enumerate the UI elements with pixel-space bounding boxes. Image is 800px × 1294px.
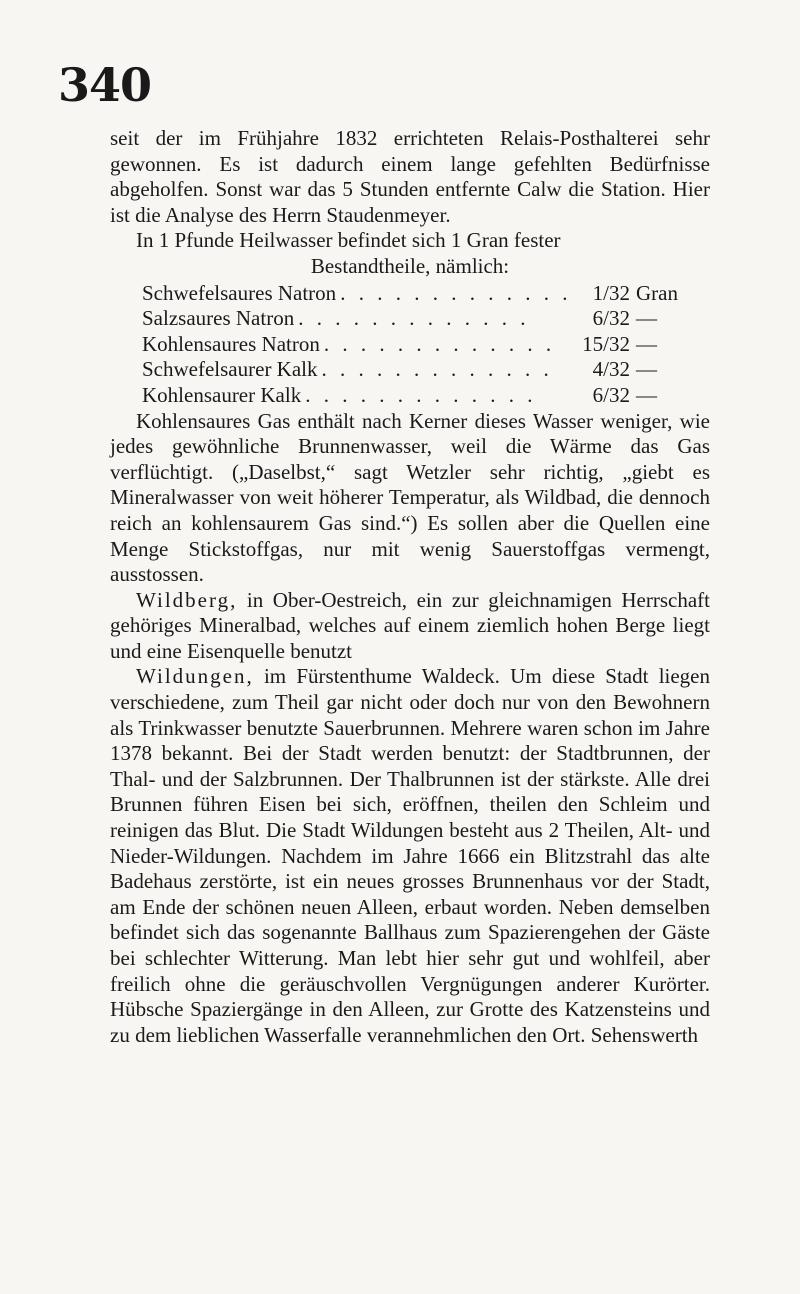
analysis-row <box>142 306 710 332</box>
leader-dots: . . . . . . . . . . . . . <box>298 306 530 331</box>
analysis-table <box>142 281 710 409</box>
substance-amount: 1/32 <box>592 280 630 305</box>
leader-dots: . . . . . . . . . . . . . <box>305 382 537 407</box>
analysis-row <box>142 383 710 409</box>
substance-unit: — <box>636 331 657 356</box>
substance-amount: 6/32 <box>592 306 630 331</box>
paragraph-wildungen-text: im Fürstenthume Waldeck. Um diese Stadt liegen verschiedene, zum Theil gar nicht oder doch nur von den Bewohnern als Trinkwasser benutzte Sauerbrunnen. Mehrere waren schon im Jahre 1378 bekannt. Bei der Stadt werden benutzt: der Stadtbrunnen, der Thal- und der Salzbrunnen. Der Thalbrunnen ist der stärkste. Alle drei Brunnen führen Eisen bei sich, eröffnen, theilen den Schleim und reinigen das Blut. Die Stadt Wildungen besteht aus 2 Theilen, Alt- und Nieder-Wildungen. Nachdem im Jahre 1666 ein Blitzstrahl das alte Badehaus zerstörte, ist ein neues grosses Brunnenhaus vor der Stadt, am Ende der schönen neuen Alleen, erbaut worden. Neben demselben befindet sich das sogenannte Ballhaus zum Spazierengehen der Gäste bei schlechter Witterung. Man lebt hier sehr gut und wohlfeil, aber freilich ohne die geräuschvollen Vergnügungen anderer Kurörter. Hübsche Spaziergänge in den Alleen, zur Grotte des Katzensteins und zu dem lieblichen Wasserfalle verannehmlichen den Ort. Sehenswerth <box>110 664 710 1047</box>
substance-amount: 15/32 <box>582 331 630 356</box>
substance-unit: — <box>636 357 657 382</box>
paragraph-kohlensaures-gas: Kohlensaures Gas enthält nach Kerner dieses Wasser weniger, wie jedes gewöhnliche Brunnenwasser, weil die Wärme das Gas verflüchtigt. („Daselbst,“ sagt Wetzler sehr richtig, „giebt es Mineralwasser von weit höherer Temperatur, als Wildbad, die dennoch reich an kohlensaurem Gas sind.“) Es sollen aber die Quellen eine Menge Stickstoffgas, nur mit wenig Sauerstoffgas vermengt, ausstossen. <box>110 408 710 587</box>
substance-amount: 4/32 <box>592 357 630 382</box>
substance-amount: 6/32 <box>592 382 630 407</box>
substance-name: Schwefelsaures Natron <box>142 281 340 305</box>
place-name-wildungen: Wildungen, <box>136 664 254 689</box>
analysis-row <box>142 332 710 358</box>
analysis-intro-line: In 1 Pfunde Heilwasser befindet sich 1 Gran fester <box>136 228 561 253</box>
analysis-row <box>142 357 710 383</box>
analysis-intro-subline: Bestandtheile, nämlich: <box>310 253 510 278</box>
place-name-wildberg: Wildberg, <box>136 587 238 612</box>
analysis-row <box>142 281 710 307</box>
substance-name: Salzsaures Natron <box>142 306 298 330</box>
leader-dots: . . . . . . . . . . . . . <box>321 357 553 382</box>
page-number: 340 <box>58 58 152 112</box>
page-body <box>110 126 710 1048</box>
substance-name: Schwefelsaurer Kalk <box>142 357 322 381</box>
substance-name: Kohlensaures Natron <box>142 332 324 356</box>
leader-dots: . . . . . . . . . . . . . <box>323 331 556 356</box>
substance-unit: — <box>636 306 657 331</box>
paragraph-relais: seit der im Frühjahre 1832 errichteten Relais-Posthalterei sehr gewonnen. Es ist dadurch einem lange gefehlten Bedürfnisse abgeholfen. Sonst war das 5 Stunden entfernte Calw die Station. Hier ist die Analyse des Herrn Staudenmeyer. <box>110 126 710 227</box>
paragraph-wildberg <box>110 588 710 665</box>
substance-unit: — <box>636 382 657 407</box>
leader-dots: . . . . . . . . . . . . . <box>340 280 572 305</box>
substance-unit: Gran <box>636 280 678 305</box>
paragraph-wildungen <box>110 664 710 1048</box>
substance-name: Kohlensaurer Kalk <box>142 383 305 407</box>
paragraph-wildberg-text: in Ober-Oestreich, ein zur gleichnamigen Herrschaft gehöriges Mineralbad, welches auf einem ziemlich hohen Berge liegt und eine Eisenquelle benutzt <box>110 587 710 663</box>
